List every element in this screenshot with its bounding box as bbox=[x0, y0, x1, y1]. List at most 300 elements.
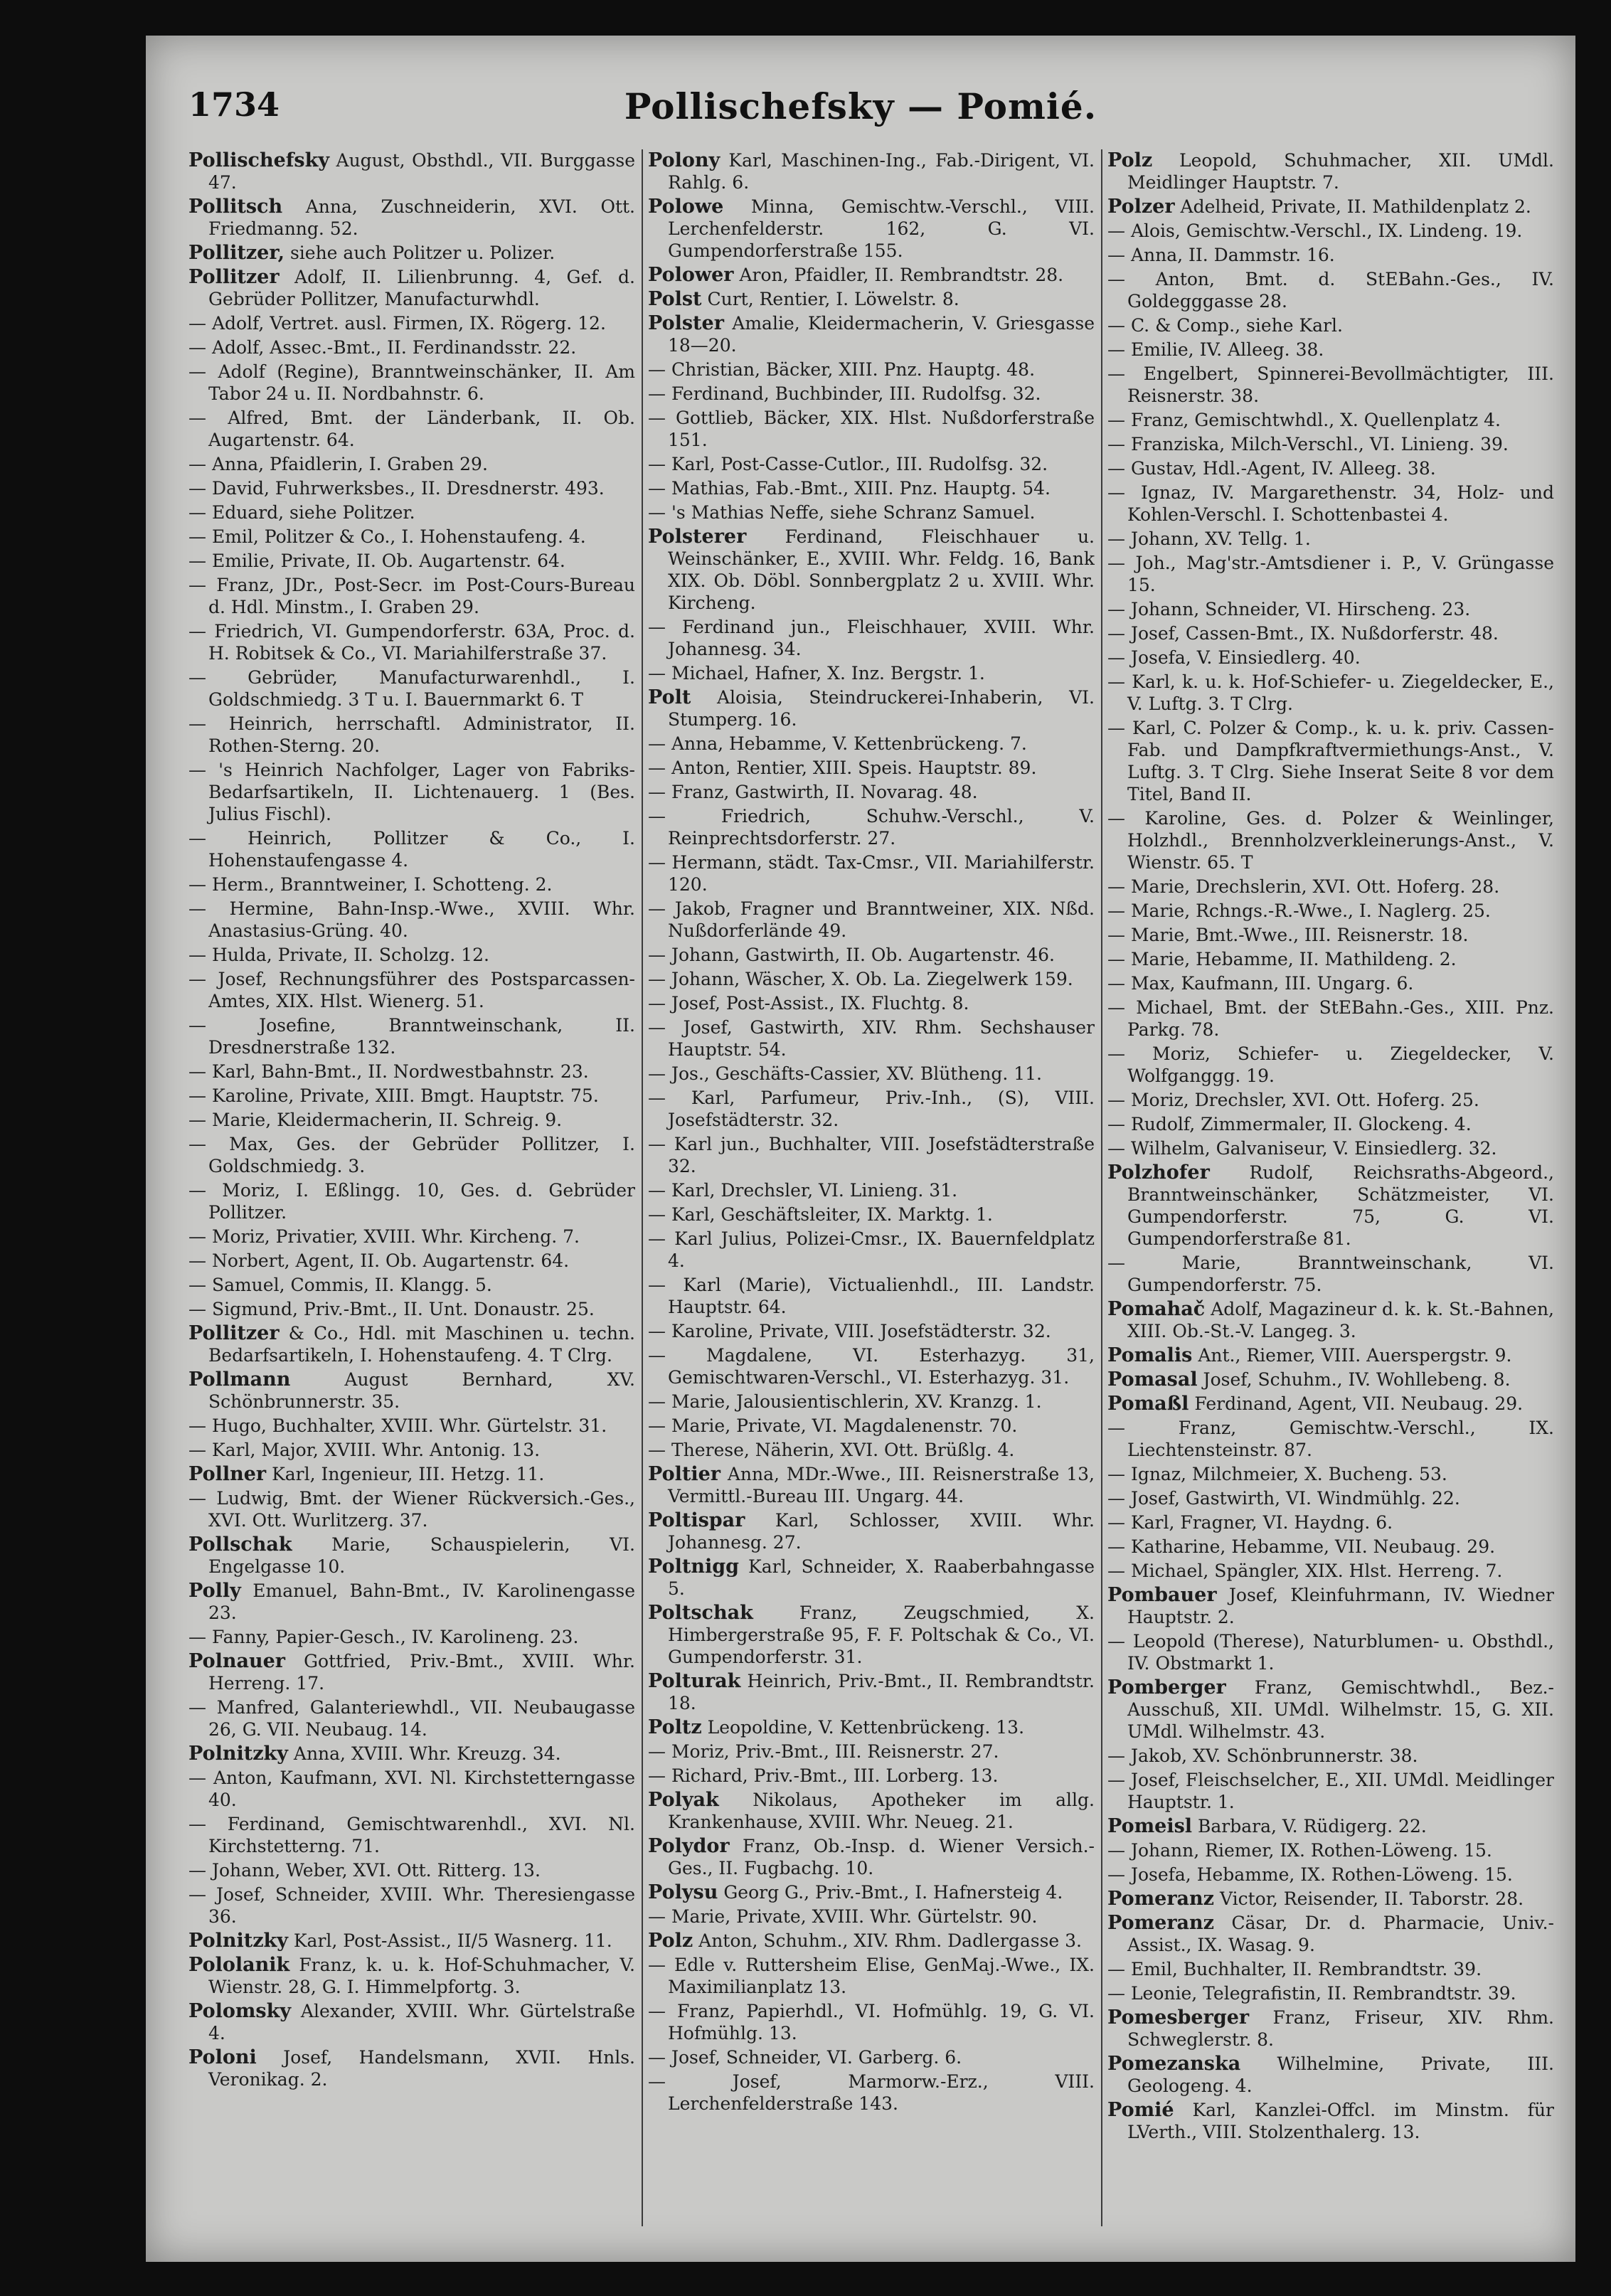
directory-entry bbox=[1107, 1958, 1554, 1980]
directory-entry bbox=[648, 1203, 1095, 1226]
directory-entry bbox=[188, 1250, 635, 1272]
entry-surname: Pomahač bbox=[1107, 1298, 1206, 1320]
entry-details: — Jakob, XV. Schönbrunnerstr. 38. bbox=[1107, 1745, 1418, 1766]
directory-entry bbox=[1107, 552, 1554, 596]
directory-entry bbox=[188, 1954, 635, 1998]
entry-details: Rudolf, Reichsraths-Abgeord., Branntweinschänker, Schätzmeister, VI. Gumpendorferstr. 75, G. VI. Gumpendorferstraße 81. bbox=[1127, 1162, 1554, 1249]
directory-entry bbox=[188, 944, 635, 966]
entry-details: Marie, Schauspielerin, VI. Engelgasse 10. bbox=[208, 1534, 635, 1577]
entry-details: — Anton, Kaufmann, XVI. Nl. Kirchstetterngasse 40. bbox=[188, 1768, 635, 1810]
directory-entry bbox=[1107, 807, 1554, 873]
directory-entry bbox=[1107, 149, 1554, 193]
directory-entry bbox=[1107, 1043, 1554, 1087]
directory-entry bbox=[188, 1415, 635, 1437]
directory-entry bbox=[648, 1835, 1095, 1879]
directory-entry bbox=[1107, 244, 1554, 266]
entry-details: — Johann, Weber, XVI. Ott. Ritterg. 13. bbox=[188, 1860, 541, 1881]
entry-details: — Alfred, Bmt. der Länderbank, II. Ob. Augartenstr. 64. bbox=[188, 408, 635, 450]
entry-details: — Josef, Cassen-Bmt., IX. Nußdorferstr. 48. bbox=[1107, 623, 1499, 644]
directory-entry bbox=[1107, 717, 1554, 805]
entry-details: Karl, Ingenieur, III. Hetzg. 11. bbox=[266, 1464, 545, 1484]
entry-details: Karl, Kanzlei-Offcl. im Minstm. für LVerth., VIII. Stolzenthalerg. 13. bbox=[1127, 2100, 1554, 2142]
directory-entry bbox=[188, 1179, 635, 1223]
entry-details: Anna, MDr.-Wwe., III. Reisnerstraße 13, Vermittl.-Bureau III. Ungarg. 44. bbox=[668, 1464, 1095, 1506]
directory-entry bbox=[188, 968, 635, 1012]
directory-entry bbox=[648, 1670, 1095, 1714]
entry-details: — Engelbert, Spinnerei-Bevollmächtigter, III. Reisnerstr. 38. bbox=[1107, 363, 1554, 406]
directory-entry bbox=[188, 1743, 635, 1765]
entry-details: — Josef, Gastwirth, VI. Windmühlg. 22. bbox=[1107, 1488, 1460, 1509]
directory-entry bbox=[188, 1298, 635, 1320]
entry-details: — Heinrich, herrschaftl. Administrator, II. Rothen-Sterng. 20. bbox=[188, 713, 635, 756]
directory-entry bbox=[648, 1274, 1095, 1318]
directory-entry bbox=[188, 312, 635, 334]
directory-entry bbox=[188, 1650, 635, 1694]
entry-details: August Bernhard, XV. Schönbrunnerstr. 35. bbox=[208, 1369, 635, 1412]
directory-entry bbox=[188, 1580, 635, 1624]
directory-entry bbox=[188, 666, 635, 711]
entry-details: — Joh., Mag'str.-Amtsdiener i. P., V. Grüngasse 15. bbox=[1107, 553, 1554, 595]
entry-surname: Poltnigg bbox=[648, 1556, 739, 1578]
entry-surname: Polomsky bbox=[188, 2000, 292, 2022]
entry-details: Ferdinand, Agent, VII. Neubaug. 29. bbox=[1189, 1393, 1524, 1414]
entry-surname: Polturak bbox=[648, 1670, 741, 1692]
entry-details: — Karl Julius, Polizei-Cmsr., IX. Bauernfeldplatz 4. bbox=[648, 1228, 1095, 1271]
entry-surname: Pomezanska bbox=[1107, 2053, 1241, 2075]
entry-details: — Emilie, IV. Alleeg. 38. bbox=[1107, 339, 1324, 360]
entry-details: — Karl jun., Buchhalter, VIII. Josefstädterstraße 32. bbox=[648, 1134, 1095, 1176]
entry-details: — Michael, Hafner, X. Inz. Bergstr. 1. bbox=[648, 663, 985, 684]
entry-surname: Polz bbox=[648, 1930, 693, 1952]
directory-entry bbox=[1107, 528, 1554, 550]
entry-details: — Karoline, Ges. d. Polzer & Weinlinger, Holzhdl., Brennholzverkleinerungs-Anst., V. Wienstr. 65. T bbox=[1107, 808, 1554, 873]
directory-entry bbox=[188, 196, 635, 240]
directory-entry bbox=[1107, 2053, 1554, 2097]
directory-entry bbox=[1107, 1113, 1554, 1135]
directory-entry bbox=[648, 944, 1095, 966]
entry-details: Franz, k. u. k. Hof-Schuhmacher, V. Wienstr. 28, G. I. Himmelpfortg. 3. bbox=[208, 1955, 635, 1997]
directory-entry bbox=[648, 2071, 1095, 2115]
directory-entry bbox=[648, 1556, 1095, 1600]
entry-details: — Emil, Politzer & Co., I. Hohenstaufeng. 4. bbox=[188, 526, 586, 547]
entry-details: — Jos., Geschäfts-Cassier, XV. Blütheng. 11. bbox=[648, 1063, 1042, 1084]
entry-details: — Michael, Spängler, XIX. Hlst. Herreng. 7. bbox=[1107, 1561, 1503, 1581]
entry-details: Anna, XVIII. Whr. Kreuzg. 34. bbox=[287, 1743, 561, 1764]
entry-details: — Johann, XV. Tellg. 1. bbox=[1107, 528, 1311, 549]
entry-details: — Ignaz, IV. Margarethenstr. 34, Holz- und Kohlen-Verschl. I. Schottenbastei 4. bbox=[1107, 482, 1554, 525]
entry-details: Josef, Kleinfuhrmann, IV. Wiedner Hauptstr. 2. bbox=[1127, 1585, 1554, 1627]
directory-entry bbox=[648, 312, 1095, 356]
entry-details: — Mathias, Fab.-Bmt., XIII. Pnz. Hauptg. 54. bbox=[648, 478, 1051, 499]
entry-surname: Pombauer bbox=[1107, 1584, 1217, 1606]
entry-details: — Josef, Rechnungsführer des Postsparcassen-Amtes, XIX. Hlst. Wienerg. 51. bbox=[188, 969, 635, 1011]
directory-entry bbox=[1107, 1162, 1554, 1250]
entry-surname: Polyak bbox=[648, 1789, 719, 1811]
directory-entry bbox=[648, 501, 1095, 523]
entry-details: — Heinrich, Pollitzer & Co., I. Hohenstaufengasse 4. bbox=[188, 828, 635, 871]
directory-entry bbox=[188, 550, 635, 572]
entry-details: — Franz, Gastwirth, II. Novarag. 48. bbox=[648, 782, 978, 802]
entry-details: — Katharine, Hebamme, VII. Neubaug. 29. bbox=[1107, 1536, 1496, 1557]
directory-entry bbox=[648, 805, 1095, 849]
entry-surname: Polzer bbox=[1107, 196, 1175, 218]
directory-entry bbox=[188, 827, 635, 871]
entry-details: — Franz, JDr., Post-Secr. im Post-Cours-Bureau d. Hdl. Minstm., I. Graben 29. bbox=[188, 575, 635, 617]
entry-details: — Josef, Gastwirth, XIV. Rhm. Sechshauser Hauptstr. 54. bbox=[648, 1017, 1095, 1060]
entry-details: Adolf, Magazineur d. k. k. St.-Bahnen, XIII. Ob.-St.-V. Langeg. 3. bbox=[1127, 1299, 1554, 1341]
directory-entry bbox=[188, 1109, 635, 1131]
directory-entry bbox=[648, 968, 1095, 990]
entry-details: — C. & Comp., siehe Karl. bbox=[1107, 315, 1343, 336]
entry-details: Wilhelmine, Private, III. Geologeng. 4. bbox=[1127, 2053, 1554, 2096]
page-number: 1734 bbox=[188, 85, 280, 124]
directory-entry bbox=[1107, 1676, 1554, 1743]
directory-entry bbox=[188, 1696, 635, 1740]
entry-surname: Polz bbox=[1107, 149, 1153, 171]
directory-entry bbox=[1107, 1912, 1554, 1956]
entry-details: Adelheid, Private, II. Mathildenplatz 2. bbox=[1174, 196, 1531, 217]
directory-entry bbox=[648, 383, 1095, 405]
directory-entry bbox=[188, 526, 635, 548]
entry-details: — Johann, Schneider, VI. Hirscheng. 23. bbox=[1107, 599, 1471, 620]
directory-entry bbox=[1107, 1089, 1554, 1111]
directory-entry bbox=[188, 1226, 635, 1248]
directory-entry bbox=[648, 1179, 1095, 1201]
entry-surname: Pollitzer bbox=[188, 266, 280, 288]
directory-entry bbox=[188, 620, 635, 664]
entry-details: — Hermine, Bahn-Insp.-Wwe., XVIII. Whr. Anastasius-Grüng. 40. bbox=[188, 898, 635, 941]
directory-entry bbox=[188, 713, 635, 757]
directory-entry bbox=[648, 2046, 1095, 2068]
entry-details: — Richard, Priv.-Bmt., III. Lorberg. 13. bbox=[648, 1765, 999, 1786]
entry-surname: Polnitzky bbox=[188, 1930, 288, 1952]
entry-details: — Moriz, Privatier, XVIII. Whr. Kircheng. 7. bbox=[188, 1226, 580, 1247]
entry-surname: Pollner bbox=[188, 1463, 267, 1485]
directory-entry bbox=[188, 477, 635, 499]
entry-surname: Pollitsch bbox=[188, 196, 283, 218]
entry-details: — Emilie, Private, II. Ob. Augartenstr. 64. bbox=[188, 551, 565, 571]
entry-details: — Franziska, Milch-Verschl., VI. Linieng. 39. bbox=[1107, 434, 1509, 455]
directory-entry bbox=[1107, 647, 1554, 669]
directory-entry bbox=[188, 1085, 635, 1107]
entry-details: — Adolf, Vertret. ausl. Firmen, IX. Rögerg. 12. bbox=[188, 313, 606, 334]
entry-details: Nikolaus, Apotheker im allg. Krankenhause, XVIII. Whr. Neueg. 21. bbox=[668, 1790, 1095, 1832]
directory-entry bbox=[1107, 1560, 1554, 1582]
directory-entry bbox=[648, 781, 1095, 803]
entry-details: — Marie, Drechslerin, XVI. Ott. Hoferg. 28. bbox=[1107, 876, 1500, 897]
entry-surname: Polnauer bbox=[188, 1650, 286, 1672]
entry-details: Heinrich, Priv.-Bmt., II. Rembrandtstr. 18. bbox=[668, 1671, 1095, 1713]
entry-details: — Emil, Buchhalter, II. Rembrandtstr. 39. bbox=[1107, 1959, 1482, 1979]
entry-details: — Johann, Wäscher, X. Ob. La. Ziegelwerk 159. bbox=[648, 969, 1073, 989]
entry-details: — Karl, Post-Casse-Cutlor., III. Rudolfsg. 32. bbox=[648, 454, 1048, 474]
entry-surname: Polysu bbox=[648, 1881, 718, 1903]
entry-details: — Christian, Bäcker, XIII. Pnz. Hauptg. 48. bbox=[648, 359, 1036, 380]
entry-surname: Pomeranz bbox=[1107, 1888, 1215, 1910]
entry-details: — Marie, Rchngs.-R.-Wwe., I. Naglerg. 25. bbox=[1107, 900, 1491, 921]
entry-details: — Leopold (Therese), Naturblumen- u. Obsthdl., IV. Obstmarkt 1. bbox=[1107, 1631, 1554, 1674]
entry-details: — Samuel, Commis, II. Klangg. 5. bbox=[188, 1275, 492, 1295]
entry-details: — Marie, Branntweinschank, VI. Gumpendorferstr. 75. bbox=[1107, 1253, 1554, 1295]
entry-surname: Pollischefsky bbox=[188, 149, 330, 171]
entry-details: Josef, Schuhm., IV. Wohllebeng. 8. bbox=[1197, 1369, 1511, 1390]
directory-columns bbox=[188, 149, 1554, 2241]
entry-details: Anna, Zuschneiderin, XVI. Ott. Friedmanng. 52. bbox=[208, 196, 635, 239]
directory-entry bbox=[188, 1463, 635, 1485]
directory-entry bbox=[188, 149, 635, 193]
entry-details: — Marie, Bmt.-Wwe., III. Reisnerstr. 18. bbox=[1107, 925, 1469, 945]
directory-entry bbox=[1107, 1536, 1554, 1558]
entry-surname: Polzhofer bbox=[1107, 1162, 1210, 1184]
directory-entry bbox=[1107, 363, 1554, 407]
entry-details: — Ignaz, Milchmeier, X. Bucheng. 53. bbox=[1107, 1464, 1447, 1484]
entry-details: — Marie, Jalousientischlerin, XV. Kranzg. 1. bbox=[648, 1391, 1042, 1412]
entry-details: Curt, Rentier, I. Löwelstr. 8. bbox=[701, 289, 959, 309]
directory-entry bbox=[188, 361, 635, 405]
entry-details: — Magdalene, VI. Esterhazyg. 31, Gemischtwaren-Verschl., VI. Esterhazyg. 31. bbox=[648, 1345, 1095, 1388]
directory-entry bbox=[648, 1881, 1095, 1903]
entry-details: — Johann, Riemer, IX. Rothen-Löweng. 15. bbox=[1107, 1840, 1492, 1861]
entry-details: — Adolf (Regine), Branntweinschänker, II. Am Tabor 24 u. II. Nordbahnstr. 6. bbox=[188, 361, 635, 404]
entry-details: — Moriz, Drechsler, XVI. Ott. Hoferg. 25. bbox=[1107, 1090, 1479, 1110]
entry-surname: Polnitzky bbox=[188, 1743, 288, 1765]
entry-details: — Anton, Bmt. d. StEBahn.-Ges., IV. Goldegggasse 28. bbox=[1107, 269, 1554, 312]
directory-entry bbox=[188, 574, 635, 618]
entry-details: Josef, Handelsmann, XVII. Hnls. Veronikag. 2. bbox=[208, 2047, 635, 2090]
directory-entry bbox=[1107, 1368, 1554, 1391]
entry-details: — Josef, Schneider, XVIII. Whr. Theresiengasse 36. bbox=[188, 1884, 635, 1927]
entry-details: Franz, Zeugschmied, X. Himbergerstraße 95, F. F. Poltschak & Co., VI. Gumpendorferstr. 31. bbox=[668, 1603, 1095, 1667]
directory-entry bbox=[188, 453, 635, 475]
entry-surname: Pollitzer, bbox=[188, 242, 285, 264]
directory-entry bbox=[188, 242, 635, 264]
entry-details: — Karl, Bahn-Bmt., II. Nordwestbahnstr. 23. bbox=[188, 1061, 589, 1082]
entry-details: — Karl, Drechsler, VI. Linieng. 31. bbox=[648, 1180, 958, 1201]
directory-entry bbox=[648, 1509, 1095, 1553]
directory-entry bbox=[1107, 622, 1554, 644]
entry-surname: Pomaßl bbox=[1107, 1393, 1189, 1415]
entry-details: siehe auch Politzer u. Polizer. bbox=[285, 243, 555, 263]
directory-entry bbox=[1107, 1888, 1554, 1910]
directory-entry bbox=[1107, 339, 1554, 361]
directory-entry bbox=[188, 1322, 635, 1366]
entry-details: Franz, Friseur, XIV. Rhm. Schweglerstr. 8. bbox=[1127, 2007, 1554, 2050]
entry-details: — Josef, Fleischselcher, E., XII. UMdl. Meidlinger Hauptstr. 1. bbox=[1107, 1770, 1554, 1812]
directory-entry bbox=[1107, 1511, 1554, 1534]
entry-details: Leopold, Schuhmacher, XII. UMdl. Meidlinger Hauptstr. 7. bbox=[1127, 150, 1554, 193]
directory-entry bbox=[1107, 268, 1554, 312]
column-3 bbox=[1107, 149, 1554, 2241]
directory-entry bbox=[188, 1274, 635, 1296]
directory-entry bbox=[648, 1765, 1095, 1787]
entry-surname: Pollmann bbox=[188, 1368, 291, 1391]
column-divider bbox=[642, 149, 643, 2226]
entry-details: August, Obsthdl., VII. Burggasse 47. bbox=[208, 150, 635, 193]
directory-entry bbox=[1107, 1584, 1554, 1628]
entry-details: — Karl, C. Polzer & Comp., k. u. k. priv. Cassen-Fab. und Dampfkraftvermiethungs-Anst., V. Luftg. 3. T Clrg. Siehe Inserat Seite 8 vor dem Titel, Band II. bbox=[1107, 718, 1554, 804]
directory-entry bbox=[188, 1767, 635, 1811]
directory-entry bbox=[188, 898, 635, 942]
entry-details: — Gottlieb, Bäcker, XIX. Hlst. Nußdorferstraße 151. bbox=[648, 408, 1095, 450]
entry-details: Anton, Schuhm., XIV. Rhm. Dadlergasse 3. bbox=[693, 1930, 1082, 1951]
entry-surname: Polydor bbox=[648, 1835, 730, 1857]
entry-surname: Polst bbox=[648, 288, 702, 310]
directory-entry bbox=[1107, 972, 1554, 994]
entry-details: — Friedrich, Schuhw.-Verschl., V. Reinprechtsdorferstr. 27. bbox=[648, 806, 1095, 849]
directory-entry bbox=[1107, 1745, 1554, 1767]
entry-details: — Franz, Papierhdl., VI. Hofmühlg. 19, G. VI. Hofmühlg. 13. bbox=[648, 2001, 1095, 2043]
directory-entry bbox=[1107, 409, 1554, 431]
directory-entry bbox=[648, 992, 1095, 1014]
directory-entry bbox=[648, 288, 1095, 310]
entry-details: — Karl, Parfumeur, Priv.-Inh., (S), VIII. Josefstädterstr. 32. bbox=[648, 1088, 1095, 1130]
entry-details: — Sigmund, Priv.-Bmt., II. Unt. Donaustr. 25. bbox=[188, 1299, 595, 1319]
column-2 bbox=[648, 149, 1095, 2241]
entry-details: — Josef, Schneider, VI. Garberg. 6. bbox=[648, 2047, 962, 2068]
entry-details: — Franz, Gemischtw.-Verschl., IX. Liechtensteinstr. 87. bbox=[1107, 1418, 1554, 1460]
entry-surname: Polsterer bbox=[648, 526, 747, 548]
entry-details: — Moriz, I. Eßlingg. 10, Ges. d. Gebrüder Pollitzer. bbox=[188, 1180, 635, 1223]
directory-entry bbox=[1107, 1630, 1554, 1674]
entry-details: — Marie, Hebamme, II. Mathildeng. 2. bbox=[1107, 949, 1457, 969]
entry-details: — Karl (Marie), Victualienhdl., III. Landstr. Hauptstr. 64. bbox=[648, 1275, 1095, 1317]
directory-entry bbox=[188, 1930, 635, 1952]
entry-details: — Marie, Private, XVIII. Whr. Gürtelstr. 90. bbox=[648, 1906, 1038, 1927]
entry-surname: Poltispar bbox=[648, 1509, 745, 1531]
entry-details: — Alois, Gemischtw.-Verschl., IX. Lindeng. 19. bbox=[1107, 220, 1523, 241]
directory-entry bbox=[648, 407, 1095, 451]
entry-surname: Pollschak bbox=[188, 1534, 292, 1556]
directory-entry bbox=[1107, 482, 1554, 526]
entry-surname: Pololanik bbox=[188, 1954, 290, 1976]
directory-entry bbox=[1107, 1463, 1554, 1485]
directory-entry bbox=[1107, 1839, 1554, 1861]
directory-entry bbox=[648, 1391, 1095, 1413]
directory-entry bbox=[648, 526, 1095, 614]
entry-surname: Poltz bbox=[648, 1716, 702, 1738]
directory-entry bbox=[648, 662, 1095, 684]
entry-details: — Norbert, Agent, II. Ob. Augartenstr. 64. bbox=[188, 1250, 570, 1271]
entry-details: — Ferdinand, Gemischtwarenhdl., XVI. Nl. Kirchstetterng. 71. bbox=[188, 1814, 635, 1856]
directory-entry bbox=[648, 1016, 1095, 1061]
entry-details: — Max, Ges. der Gebrüder Pollitzer, I. Goldschmiedg. 3. bbox=[188, 1134, 635, 1176]
directory-entry bbox=[1107, 598, 1554, 620]
directory-entry bbox=[648, 1063, 1095, 1085]
directory-entry bbox=[1107, 1864, 1554, 1886]
entry-details: Emanuel, Bahn-Bmt., IV. Karolinengasse 23. bbox=[208, 1580, 635, 1623]
directory-entry bbox=[648, 196, 1095, 262]
entry-details: — Eduard, siehe Politzer. bbox=[188, 502, 415, 523]
directory-entry bbox=[648, 1740, 1095, 1763]
entry-details: Cäsar, Dr. d. Pharmacie, Univ.-Assist., IX. Wasag. 9. bbox=[1127, 1913, 1554, 1955]
entry-surname: Polony bbox=[648, 149, 721, 171]
entry-surname: Poltier bbox=[648, 1463, 721, 1485]
directory-entry bbox=[648, 1415, 1095, 1437]
directory-entry bbox=[188, 266, 635, 310]
directory-page bbox=[146, 36, 1575, 2262]
directory-entry bbox=[1107, 220, 1554, 242]
directory-entry bbox=[188, 2000, 635, 2044]
directory-entry bbox=[188, 336, 635, 358]
directory-entry bbox=[1107, 2099, 1554, 2143]
entry-details: — Karl, k. u. k. Hof-Schiefer- u. Ziegeldecker, E., V. Luftg. 3. T Clrg. bbox=[1107, 671, 1554, 714]
directory-entry bbox=[648, 1789, 1095, 1833]
directory-entry bbox=[1107, 1815, 1554, 1837]
directory-entry bbox=[1107, 948, 1554, 970]
entry-details: Barbara, V. Rüdigerg. 22. bbox=[1192, 1816, 1427, 1837]
directory-entry bbox=[648, 1133, 1095, 1177]
directory-entry bbox=[188, 1883, 635, 1928]
directory-entry bbox=[1107, 1298, 1554, 1342]
entry-details: — Josefa, V. Einsiedlerg. 40. bbox=[1107, 647, 1361, 668]
entry-details: & Co., Hdl. mit Maschinen u. techn. Bedarfsartikeln, I. Hohenstaufeng. 4. T Clrg. bbox=[208, 1323, 635, 1366]
entry-details: — Marie, Private, VI. Magdalenenstr. 70. bbox=[648, 1415, 1018, 1436]
entry-details: — David, Fuhrwerksbes., II. Dresdnerstr. 493. bbox=[188, 478, 605, 499]
directory-entry bbox=[1107, 314, 1554, 336]
directory-entry bbox=[1107, 1252, 1554, 1296]
directory-entry bbox=[648, 733, 1095, 755]
entry-details: — Anna, II. Dammstr. 16. bbox=[1107, 245, 1335, 265]
entry-details: Karl, Schneider, X. Raaberbahngasse 5. bbox=[668, 1556, 1095, 1599]
directory-entry bbox=[1107, 1393, 1554, 1415]
entry-details: Karl, Post-Assist., II/5 Wasnerg. 11. bbox=[287, 1930, 612, 1951]
directory-entry bbox=[648, 264, 1095, 286]
directory-entry bbox=[648, 1439, 1095, 1461]
entry-details: — Josef, Post-Assist., IX. Fluchtg. 8. bbox=[648, 993, 969, 1014]
entry-details: — Gebrüder, Manufacturwarenhdl., I. Goldschmiedg. 3 T u. I. Bauernmarkt 6. T bbox=[188, 667, 635, 710]
entry-details: Karl, Maschinen-Ing., Fab.-Dirigent, VI. Rahlg. 6. bbox=[668, 150, 1095, 193]
directory-entry bbox=[188, 759, 635, 825]
entry-details: — Hulda, Private, II. Scholzg. 12. bbox=[188, 945, 489, 965]
directory-entry bbox=[648, 1930, 1095, 1952]
directory-entry bbox=[188, 1439, 635, 1461]
entry-surname: Pomasal bbox=[1107, 1368, 1198, 1391]
directory-entry bbox=[188, 873, 635, 895]
entry-details: — Josefine, Branntweinschank, II. Dresdnerstraße 132. bbox=[188, 1015, 635, 1058]
entry-surname: Pomié bbox=[1107, 2099, 1174, 2121]
directory-entry bbox=[648, 851, 1095, 895]
directory-entry bbox=[1107, 1487, 1554, 1509]
directory-entry bbox=[188, 1859, 635, 1881]
directory-entry bbox=[648, 757, 1095, 779]
entry-details: — Rudolf, Zimmermaler, II. Glockeng. 4. bbox=[1107, 1114, 1472, 1134]
directory-entry bbox=[1107, 196, 1554, 218]
entry-details: — Karoline, Private, VIII. Josefstädterstr. 32. bbox=[648, 1321, 1051, 1341]
entry-details: Alexander, XVIII. Whr. Gürtelstraße 4. bbox=[208, 2001, 635, 2043]
entry-details: Adolf, II. Lilienbrunng. 4, Gef. d. Gebrüder Pollitzer, Manufacturwhdl. bbox=[208, 267, 635, 309]
directory-entry bbox=[188, 1626, 635, 1648]
entry-details: — Anna, Hebamme, V. Kettenbrückeng. 7. bbox=[648, 733, 1027, 754]
entry-details: — Johann, Gastwirth, II. Ob. Augartenstr. 46. bbox=[648, 945, 1055, 965]
entry-details: — Moriz, Priv.-Bmt., III. Reisnerstr. 27. bbox=[648, 1741, 999, 1762]
entry-surname: Polt bbox=[648, 686, 691, 708]
entry-surname: Poloni bbox=[188, 2046, 257, 2068]
entry-details: Victor, Reisender, II. Taborstr. 28. bbox=[1214, 1888, 1524, 1909]
entry-details: — Ludwig, Bmt. der Wiener Rückversich.-Ges., XVI. Ott. Wurlitzerg. 37. bbox=[188, 1488, 635, 1531]
entry-details: — Anton, Rentier, XIII. Speis. Hauptstr. 89. bbox=[648, 758, 1037, 778]
entry-details: — Therese, Näherin, XVI. Ott. Brüßlg. 4. bbox=[648, 1440, 1015, 1460]
entry-details: Aloisia, Steindruckerei-Inhaberin, VI. Stumperg. 16. bbox=[668, 687, 1095, 730]
directory-entry bbox=[1107, 671, 1554, 715]
entry-surname: Pomberger bbox=[1107, 1676, 1226, 1699]
directory-entry bbox=[648, 1602, 1095, 1668]
directory-entry bbox=[188, 2046, 635, 2090]
entry-details: — Friedrich, VI. Gumpendorferstr. 63A, Proc. d. H. Robitsek & Co., VI. Mariahilferstraße 37. bbox=[188, 621, 635, 664]
column-1 bbox=[188, 149, 635, 2241]
entry-details: — Karl, Geschäftsleiter, IX. Marktg. 1. bbox=[648, 1204, 993, 1225]
entry-details: — Michael, Bmt. der StEBahn.-Ges., XIII. Pnz. Parkg. 78. bbox=[1107, 997, 1554, 1040]
entry-details: — Moriz, Schiefer- u. Ziegeldecker, V. Wolfganggg. 19. bbox=[1107, 1043, 1554, 1086]
